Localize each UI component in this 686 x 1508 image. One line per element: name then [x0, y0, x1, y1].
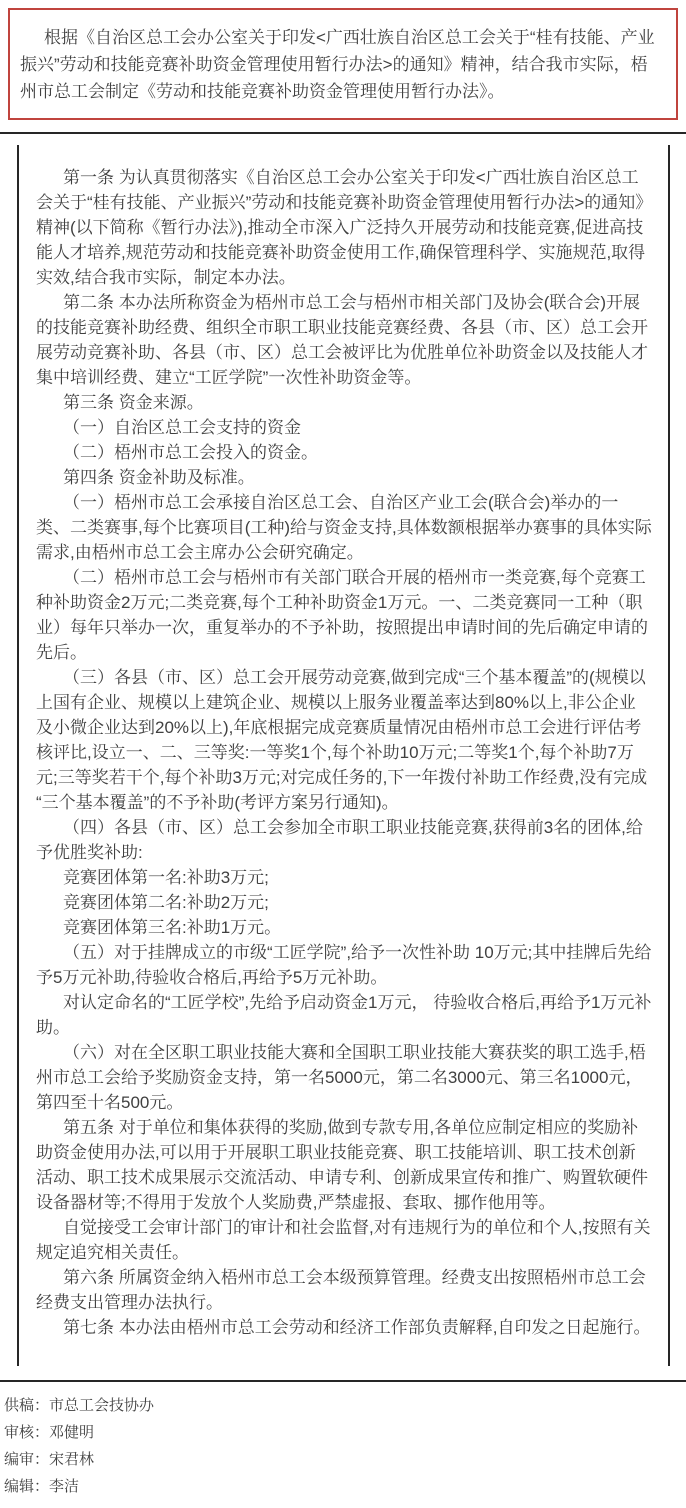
credit-row	[4, 1392, 686, 1419]
credit-value: 市总工会技协办	[49, 1397, 155, 1414]
document-paragraph: （二）梧州市总工会与梧州市有关部门联合开展的梧州市一类竞赛,每个竞赛工种补助资金2万元;二类竞赛,每个工种补助资金1万元。一、二类竞赛同一工种（职业）每年只举办一次，重复举办的不予补助，按照提出申请时间的先后确定申请的先后。	[36, 568, 648, 662]
document-paragraph: （二）梧州市总工会投入的资金。	[63, 443, 318, 462]
intro-text: 根据《自治区总工会办公室关于印发<广西壮族自治区总工会关于“桂有技能、产业振兴”劳动和技能竞赛补助资金管理使用暂行办法>的通知》精神，结合我市实际，梧州市总工会制定《劳动和技能竞赛补助资金管理使用暂行办法》。	[20, 28, 655, 101]
document-paragraph: 对认定命名的“工匠学校”,先给予启动资金1万元， 待验收合格后,再给予1万元补助。	[36, 993, 652, 1037]
document-paragraph: 自觉接受工会审计部门的审计和社会监督,对有违规行为的单位和个人,按照有关规定追究相关责任。	[36, 1218, 651, 1262]
credit-label: 审核：	[4, 1424, 50, 1441]
document-paragraph: （三）各县（市、区）总工会开展劳动竞赛,做到完成“三个基本覆盖”的(规模以上国有企业、规模以上建筑企业、规模以上服务业覆盖率达到80%以上,非公企业及小微企业达到20%以上),年底根据完成竞赛质量情况由梧州市总工会进行评估考核评比,设立一、二、三等奖:一等奖1个,每个补助10万元;二等奖1个,每个补助7万元;三等奖若干个,每个补助3万元;对完成任务的,下一年拨付补助工作经费,没有完成“三个基本覆盖”的不予补助(考评方案另行通知)。	[36, 668, 648, 812]
credit-value: 邓健明	[49, 1424, 95, 1441]
document-paragraph: 竞赛团体第三名:补助1万元。	[63, 918, 282, 937]
document-paragraph: 第二条 本办法所称资金为梧州市总工会与梧州市相关部门及协会(联合会)开展的技能竞赛补助经费、组织全市职工职业技能竞赛经费、各县（市、区）总工会开展劳动竞赛补助、各县（市、区）总工会被评比为优胜单位补助资金以及技能人才集中培训经费、建立“工匠学院”一次性补助资金等。	[36, 293, 648, 387]
document-paragraph: 竞赛团体第二名:补助2万元;	[63, 893, 269, 912]
credit-row	[4, 1419, 686, 1446]
credit-row	[4, 1473, 686, 1500]
document-paragraph: （一）梧州市总工会承接自治区总工会、自治区产业工会(联合会)举办的一类、二类赛事,每个比赛项目(工种)给与资金支持,具体数额根据举办赛事的具体实际需求,由梧州市总工会主席办公会研究确定。	[36, 493, 652, 562]
credit-label: 编辑：	[4, 1478, 50, 1495]
document-paragraph: 第一条 为认真贯彻落实《自治区总工会办公室关于印发<广西壮族自治区总工会关于“桂有技能、产业振兴”劳动和技能竞赛补助资金管理使用暂行办法>的通知》精神(以下简称《暂行办法》),推动全市深入广泛持久开展劳动和技能竞赛,促进高技能人才培养,规范劳动和技能竞赛补助资金使用工作,确保管理科学、实施规范,取得实效,结合我市实际，制定本办法。	[36, 168, 646, 287]
credit-row	[4, 1446, 686, 1473]
intro-quote-box	[8, 8, 678, 120]
credit-value: 宋君林	[49, 1451, 95, 1468]
document-paragraph: （五）对于挂牌成立的市级“工匠学院”,给予一次性补助 10万元;其中挂牌后先给予5万元补助,待验收合格后,再给予5万元补助。	[36, 943, 652, 987]
document-paragraph: （六）对在全区职工职业技能大赛和全国职工职业技能大赛获奖的职工选手,梧州市总工会给予奖励资金支持，第一名5000元，第二名3000元、第三名1000元，第四至十名500元。	[36, 1043, 646, 1112]
credit-value: 李洁	[49, 1478, 80, 1495]
document-paragraph: 第五条 对于单位和集体获得的奖励,做到专款专用,各单位应制定相应的奖励补助资金使用办法,可以用于开展职工职业技能竞赛、职工技能培训、职工技术创新活动、职工技术成果展示交流活动、申请专利、创新成果宣传和推广、购置软硬件设备器材等;不得用于发放个人奖励费,严禁虚报、套取、挪作他用等。	[36, 1118, 648, 1212]
separator-line-top	[0, 132, 686, 134]
document-body	[17, 145, 670, 1366]
document-paragraph: 第三条 资金来源。	[63, 393, 204, 412]
separator-line-bottom	[0, 1380, 686, 1382]
document-paragraph: 第七条 本办法由梧州市总工会劳动和经济工作部负责解释,自印发之日起施行。	[63, 1318, 651, 1337]
document-paragraph: （四）各县（市、区）总工会参加全市职工职业技能竞赛,获得前3名的团体,给予优胜奖补助:	[36, 818, 643, 862]
credit-label: 供稿：	[4, 1397, 50, 1414]
document-paragraph: 第六条 所属资金纳入梧州市总工会本级预算管理。经费支出按照梧州市总工会经费支出管理办法执行。	[36, 1268, 646, 1312]
document-paragraph: （一）自治区总工会支持的资金	[63, 418, 301, 437]
footer-credits	[4, 1392, 686, 1508]
document-paragraph: 竞赛团体第一名:补助3万元;	[63, 868, 269, 887]
credit-label: 编审：	[4, 1451, 50, 1468]
document-paragraph: 第四条 资金补助及标准。	[63, 468, 255, 487]
